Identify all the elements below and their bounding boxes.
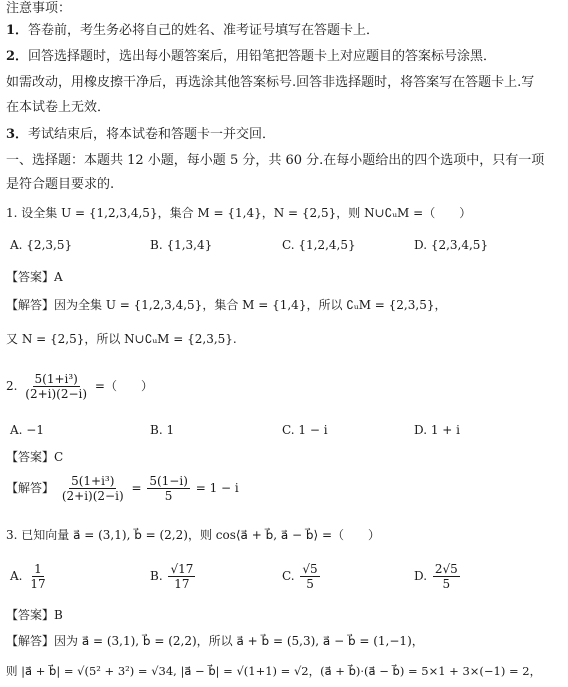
- question-2-option-d: D. 1 + i: [414, 423, 460, 437]
- question-2-explanation-numerator-2: 5(1−i): [149, 474, 188, 488]
- question-1-option-a: A. {2,3,5}: [10, 238, 73, 252]
- question-2-explanation-denominator-2: 5: [164, 489, 173, 503]
- question-2-fraction: [23, 372, 89, 401]
- question-2-option-a: A. −1: [10, 423, 44, 437]
- question-3-option-a-fraction: [28, 562, 47, 591]
- question-3-option-a-label: A.: [10, 569, 23, 583]
- question-3-explanation-2: 则 |a⃗ + b⃗| = √(5² + 3²) = √34, |a⃗ − b⃗| = √(1+1) = √2，(a⃗ + b⃗)·(a⃗ − b⃗) = 5×1 + 3×(−1) = 2，: [6, 664, 542, 678]
- question-1-option-c: C. {1,2,4,5}: [282, 238, 356, 252]
- question-1-stem: 1. 设全集 U = {1,2,3,4,5}，集合 M = {1,4}，N = {2,5}，则 N∪∁ᵤM =（ ）: [6, 206, 472, 220]
- notice-title: 注意事项：: [6, 1, 72, 16]
- question-2-explanation-label: 【解答】: [6, 481, 55, 495]
- question-3-option-a-denominator: 17: [30, 577, 46, 591]
- question-2-fraction-numerator: 5(1+i³): [34, 372, 78, 386]
- question-1-option-d: D. {2,3,4,5}: [414, 238, 489, 252]
- question-2-explanation-equals: =: [131, 481, 142, 495]
- question-3-option-b-numerator: √17: [170, 562, 194, 576]
- question-2-fraction-denominator: (2+i)(2−i): [25, 387, 88, 401]
- question-3-option-a-numerator: 1: [34, 562, 42, 576]
- notice-item-2-text: 回答选择题时，选出每小题答案后，用铅笔把答题卡上对应题目的答案标号涂黑．: [28, 49, 497, 64]
- notice-item-2-number: 2．: [6, 49, 29, 64]
- question-3-option-c-label: C.: [282, 569, 295, 583]
- question-3-option-b-label: B.: [150, 569, 163, 583]
- question-2-option-c: C. 1 − i: [282, 423, 328, 437]
- question-1-explanation-1: 【解答】因为全集 U = {1,2,3,4,5}，集合 M = {1,4}，所以 ∁ᵤM = {2,3,5}，: [6, 298, 447, 312]
- question-2-number: 2.: [6, 379, 18, 393]
- notice-item-1-number: 1．: [6, 23, 29, 38]
- question-1-explanation-2: 又 N = {2,5}，所以 N∪∁ᵤM = {2,3,5}.: [6, 332, 237, 346]
- question-3-option-c-numerator: √5: [302, 562, 318, 576]
- notice-item-2-continued-2: 在本试卷上无效．: [6, 100, 111, 115]
- section-heading-line-1: 一、选择题：本题共 12 小题，每小题 5 分，共 60 分.在每小题给出的四个选项中，只有一项: [6, 153, 545, 168]
- question-2-explanation: [6, 474, 239, 503]
- question-3-option-c: [282, 562, 322, 591]
- notice-item-1: [6, 22, 379, 40]
- question-3-answer: 【答案】B: [6, 608, 63, 622]
- question-2-stem: [6, 372, 153, 401]
- question-3-explanation-1: 【解答】因为 a⃗ = (3,1), b⃗ = (2,2)，所以 a⃗ + b⃗ = (5,3), a⃗ − b⃗ = (1,−1)，: [6, 634, 424, 648]
- question-2-explanation-result: = 1 − i: [195, 481, 239, 495]
- question-3-option-b-denominator: 17: [174, 577, 190, 591]
- section-heading-line-2: 是符合题目要求的.: [6, 177, 115, 192]
- notice-item-3-number: 3．: [6, 127, 29, 142]
- question-2-stem-tail: =（ ）: [94, 379, 153, 393]
- question-2-explanation-numerator-1: 5(1+i³): [71, 474, 115, 488]
- notice-item-2: [6, 48, 496, 66]
- question-3-option-d-label: D.: [414, 569, 428, 583]
- question-3-option-d: [414, 562, 462, 591]
- notice-item-2-continued-1: 如需改动，用橡皮擦干净后，再选涂其他答案标号.回答非选择题时，将答案写在答题卡上.写: [6, 75, 535, 90]
- question-1-answer: 【答案】A: [6, 270, 63, 284]
- question-3-option-d-numerator: 2√5: [434, 562, 458, 576]
- question-3-option-c-denominator: 5: [306, 577, 314, 591]
- question-1-option-b: B. {1,3,4}: [150, 238, 213, 252]
- question-2-explanation-denominator-1: (2+i)(2−i): [61, 489, 124, 503]
- notice-item-3-text: 考试结束后，将本试卷和答题卡一并交回．: [28, 127, 276, 142]
- question-3-option-c-fraction: [300, 562, 319, 591]
- question-2-explanation-fraction-2: [147, 474, 190, 503]
- question-2-answer: 【答案】C: [6, 450, 64, 464]
- question-2-explanation-fraction-1: [60, 474, 126, 503]
- notice-item-3: [6, 126, 275, 144]
- question-3-option-d-fraction: [433, 562, 460, 591]
- question-3-stem: 3. 已知向量 a⃗ = (3,1), b⃗ = (2,2)，则 cos⟨a⃗ + b⃗, a⃗ − b⃗⟩ =（ ）: [6, 528, 381, 542]
- question-2-option-b: B. 1: [150, 423, 175, 437]
- notice-item-1-text: 答卷前，考生务必将自己的姓名、准考证号填写在答题卡上．: [28, 23, 380, 38]
- question-3-option-b-fraction: [168, 562, 195, 591]
- question-3-option-a: [10, 562, 50, 591]
- question-3-option-b: [150, 562, 197, 591]
- question-3-option-d-denominator: 5: [442, 577, 451, 591]
